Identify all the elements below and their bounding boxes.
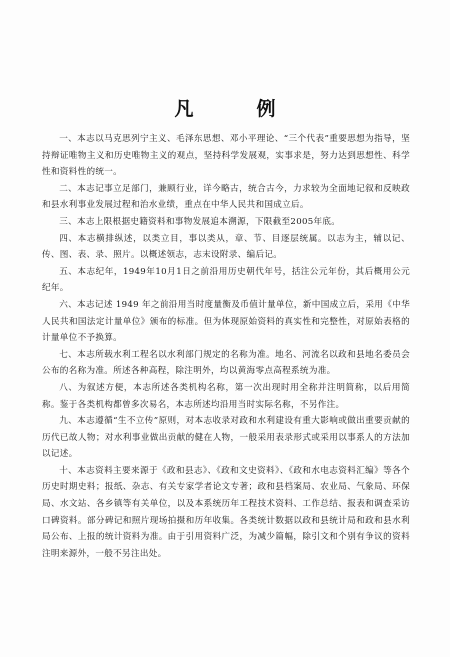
paragraph-3: 三、本志上限根据史籍资料和事物发展追本溯源，下限截至2005年底。 <box>59 216 341 227</box>
page-title: 凡 例 <box>174 98 298 120</box>
document-body <box>42 131 410 562</box>
paragraph-1: 一、本志以马克思列宁主义、毛泽东思想、邓小平理论、“三个代表”重要思想为指导，坚持辩证唯物主义和历史唯物主义的观点，坚持科学发展观，实事求是，努力达到思想性、科学性和资料性的统一。 <box>42 134 410 178</box>
paragraph-8: 八、为叙述方便，本志所述各类机构名称，第一次出现时用全称并注明简称，以后用简称。鉴于各类机构都曾多次易名，本志所述均沿用当时实际名称，不另作注。 <box>42 382 410 410</box>
paragraph-2: 二、本志记事立足部门，兼顾行业，详今略古，统合古今，力求较为全面地记叙和反映政和县水利事业发展过程和治水业绩，重点在中华人民共和国成立后。 <box>42 183 410 211</box>
paragraph-9: 九、本志遵循“生不立传”原则，对本志收录对政和水利建设有重大影响或做出重要贡献的历代已故人物；对水利事业做出贡献的健在人物，一般采用表录形式或采用以事系人的方法加以记述。 <box>42 416 410 460</box>
paragraph-10: 十、本志资料主要来源于《政和县志》、《政和文史资料》、《政和水电志资料汇编》等各个历史时期史料；报纸、杂志、有关专家学者论文专著；政和县档案局、农业局、气象局、环保局、水文站、各乡镇等有关单位，以及本系统历年工程技术资料、工作总结、报表和调查采访口碑资料。部分碑记和照片现场拍摄和历年收集。各类统计数据以政和县统计局和政和县水利局公布、上报的统计资料为准。由于引用资料广泛，为减少篇幅，除引文和个别有争议的资料注明来源外，一般不另注出处。 <box>42 465 410 559</box>
paragraph-5: 五、本志纪年，1949年10月1日之前沿用历史朝代年号，括注公元年份，其后概用公元纪年。 <box>42 266 410 294</box>
paragraph-4: 四、本志横排纵述，以类立目，事以类从，章、节、目逐层统属。以志为主，辅以记、传、图、表、录、照片。以概述领志，志末设附录、编后记。 <box>42 233 410 261</box>
paragraph-7: 七、本志所载水利工程名以水利部门规定的名称为准。地名、河流名以政和县地名委员会公布的名称为准。所述各种高程，除注明外，均以黄海零点高程系统为准。 <box>42 349 410 377</box>
paragraph-6: 六、本志记述 1949 年之前沿用当时度量衡及币值计量单位，新中国成立后，采用《中华人民共和国法定计量单位》颁布的标准。但为体现原始资料的真实性和完整性，对原始表格的计量单位不予换算。 <box>42 299 410 344</box>
